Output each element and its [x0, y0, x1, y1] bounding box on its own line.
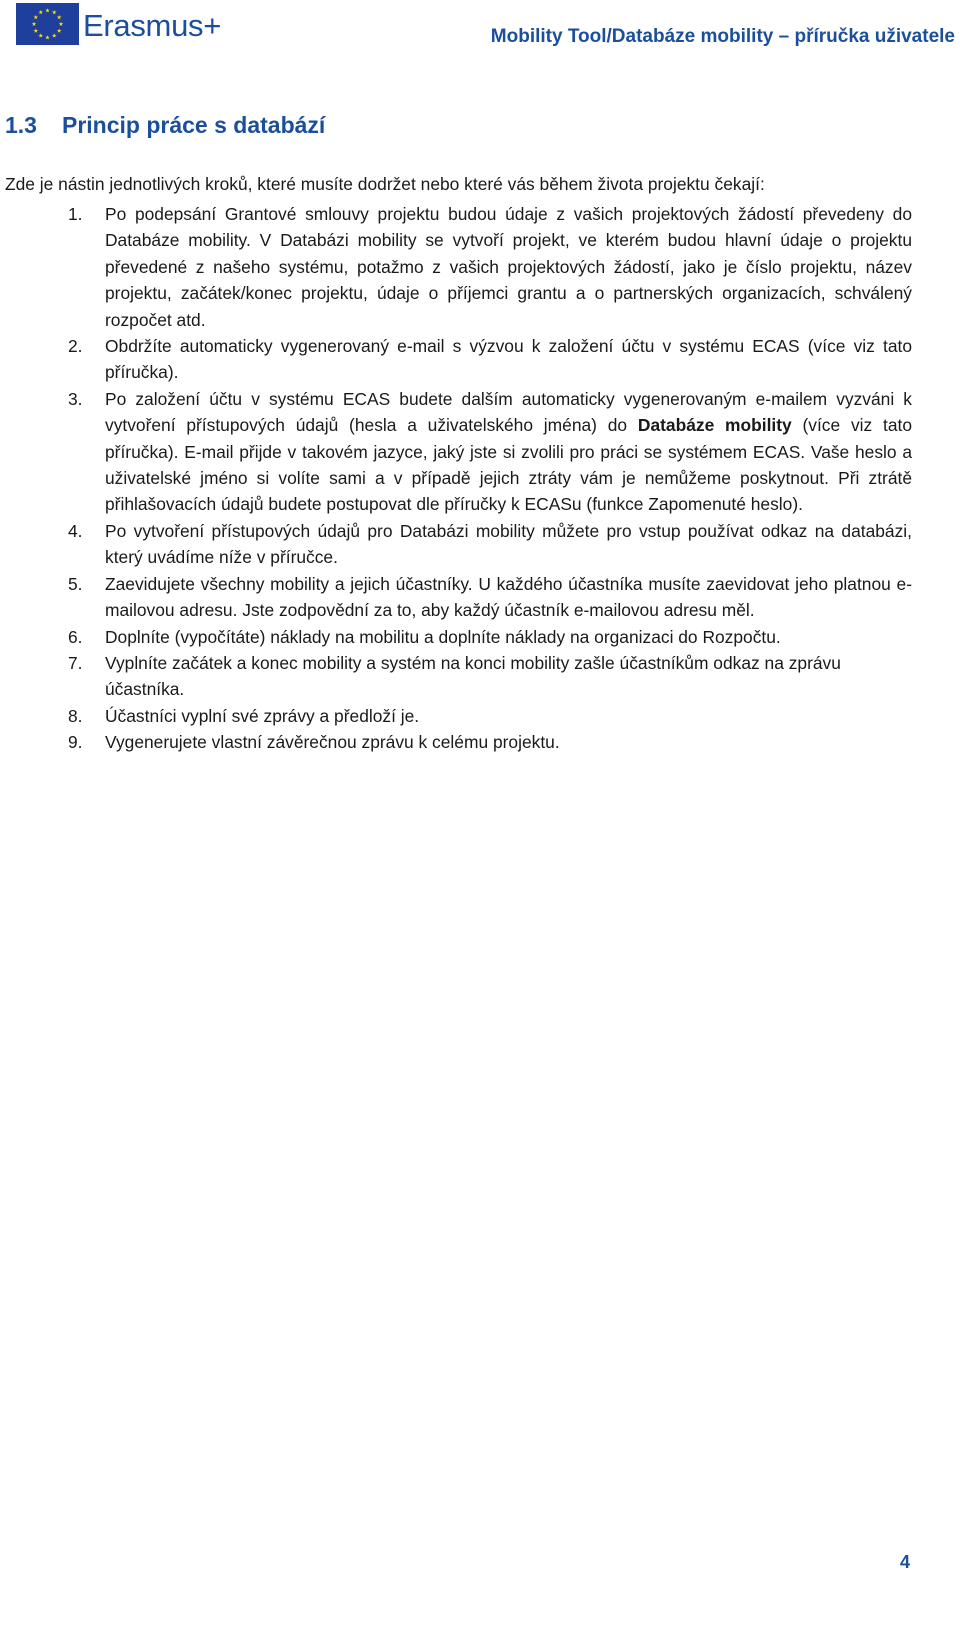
list-item-text: Obdržíte automaticky vygenerovaný e-mail s výzvou k založení účtu v systému ECAS (více viz tato příručka). — [105, 336, 912, 383]
list-item-text: Po vytvoření přístupových údajů pro Databázi mobility můžete pro vstup používat odkaz na databázi, který uvádíme níže v příručce. — [105, 520, 912, 568]
page-header — [0, 0, 960, 60]
erasmus-logo-text: Erasmus+ — [83, 7, 222, 43]
list-item-number: 2. — [68, 336, 83, 357]
list-item-number: 3. — [68, 388, 83, 409]
list-item-text: Účastníci vyplní své zprávy a předloží je. — [105, 705, 420, 726]
list-item — [68, 201, 912, 333]
list-item-text: Po podepsání Grantové smlouvy projektu budou údaje z vašich projektových žádostí převedeny do Databáze mobility. V Databázi mobility se vytvoří projekt, ve kterém budou hlavní údaje o projektu převedené z našeho systému, potažmo z vašich projektových žádostí, jako je číslo projektu, název projektu, začátek/konec projektu, údaje o příjemci grantu a o partnerských organizacích, schválený rozpočet atd. — [105, 204, 912, 330]
list-item-number: 8. — [68, 705, 83, 726]
eu-flag-icon — [16, 3, 79, 45]
running-title: Mobility Tool/Databáze mobility – příručka uživatele — [490, 26, 955, 47]
list-item — [68, 333, 912, 386]
list-item-text: Doplníte (vypočítáte) náklady na mobilitu a doplníte náklady na organizaci do Rozpočtu. — [105, 626, 781, 647]
page-number: 4 — [899, 1552, 910, 1572]
list-item — [68, 571, 912, 624]
steps-list — [68, 201, 912, 756]
erasmus-logo — [16, 3, 221, 45]
list-item — [68, 729, 912, 755]
list-item-number: 9. — [68, 732, 83, 753]
list-item-number: 1. — [68, 204, 83, 224]
section-number: 1.3 — [5, 112, 37, 138]
list-item-text: Vygenerujete vlastní závěrečnou zprávu k celému projektu. — [105, 732, 560, 753]
list-item — [68, 703, 912, 729]
list-item-number: 7. — [68, 652, 83, 673]
list-item-text: Zaevidujete všechny mobility a jejich účastníky. U každého účastníka musíte zaevidovat jeho platnou e-mailovou adresu. Jste zodpovědní za to, aby každý účastník e-mailovou adresu měl. — [105, 573, 912, 621]
list-item-number: 5. — [68, 573, 83, 594]
intro-paragraph: Zde je nástin jednotlivých kroků, které musíte dodržet nebo které vás během života projektu čekají: — [5, 174, 765, 194]
list-item-text: Vyplníte začátek a konec mobility a systém na konci mobility zašle účastníkům odkaz na zprávu účastníka. — [105, 652, 841, 700]
list-item — [68, 650, 912, 703]
list-item-number: 6. — [68, 626, 83, 647]
list-item — [68, 386, 912, 518]
list-item-bold-text: Databáze mobility — [637, 415, 792, 436]
list-item-number: 4. — [68, 520, 83, 541]
list-item-text: (více viz tato příručka). E-mail přijde v takovém jazyce, jaký jste si zvolili pro práci se systémem ECAS. Vaše heslo a uživatelské jméno si volíte sami a v případě jejich ztráty vám je nemůžeme poskytnout. Při ztrátě přihlašovacích údajů budete postupovat dle příručky k ECASu (funkce Zapomenuté heslo). — [105, 415, 913, 515]
section-heading — [5, 112, 325, 139]
list-item — [68, 518, 912, 571]
list-item-text: Po založení účtu v systému ECAS budete dalším automaticky vygenerovaným e-mailem vyzváni k vytvoření přístupových údajů (hesla a uživatelského jména) do — [105, 388, 912, 436]
section-title: Princip práce s databází — [62, 112, 326, 138]
list-item — [68, 624, 912, 650]
